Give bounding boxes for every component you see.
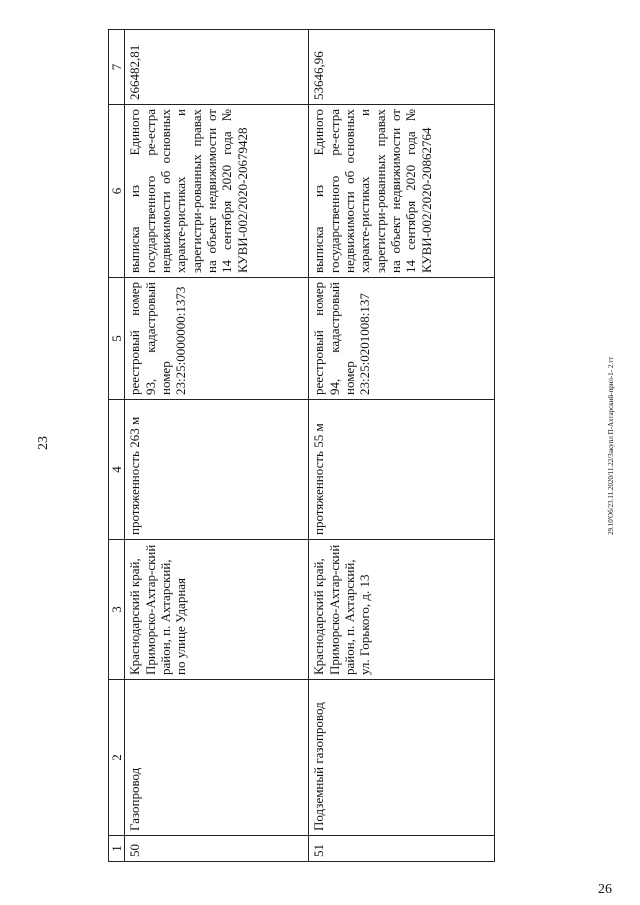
header-cell: 5 xyxy=(109,278,125,400)
page-number-bottom: 26 xyxy=(598,882,612,897)
page-number-top: 23 xyxy=(36,436,51,450)
header-cell: 3 xyxy=(109,540,125,680)
row-number: 50 xyxy=(125,836,309,862)
object-name: Подземный газопровод xyxy=(309,680,495,836)
ownership-document: выписка из Единого государственного ре-естра недвижимости об основных характе-ристиках и зарегистри-рованных правах на объект недвижимости от 14 сентября 2020 года № КУВИ-002/2020-20862764 xyxy=(309,105,495,278)
object-length: протяженность 55 м xyxy=(309,400,495,540)
row-number: 51 xyxy=(309,836,495,862)
object-length: протяженность 263 м xyxy=(125,400,309,540)
object-value: 266482,81 xyxy=(125,30,309,105)
header-cell: 1 xyxy=(109,836,125,862)
registry-info: реестровый номер 93, кадастровый номер 23:25:0000000:1373 xyxy=(125,278,309,400)
header-cell: 4 xyxy=(109,400,125,540)
object-address: Краснодарский край, Приморско-Ахтар-ский район, п. Ахтарский, по улице Ударная xyxy=(125,540,309,680)
header-cell: 7 xyxy=(109,30,125,105)
property-table xyxy=(108,29,495,862)
object-address: Краснодарский край, Приморско-Ахтар-ский район, п. Ахтарский, ул. Горького, д. 13 xyxy=(309,540,495,680)
ownership-document: выписка из Единого государственного ре-естра недвижимости об основных характе-ристиках и зарегистри-рованных правах на объект недвижимости от 14 сентября 2020 года № КУВИ-002/2020-20679428 xyxy=(125,105,309,278)
table-row xyxy=(125,30,309,862)
table-row xyxy=(309,30,495,862)
registry-info: реестровый номер 94, кадастровый номер 23:25:0201008:137 xyxy=(309,278,495,400)
object-name: Газопровод xyxy=(125,680,309,836)
header-cell: 6 xyxy=(109,105,125,278)
object-value: 53646,96 xyxy=(309,30,495,105)
header-cell: 2 xyxy=(109,680,125,836)
side-note: 29.10'Об/23.11.2020/11.22/Закупл П-Ахтарский-прил-1- 2.тт xyxy=(607,356,615,535)
table-header xyxy=(109,30,125,862)
